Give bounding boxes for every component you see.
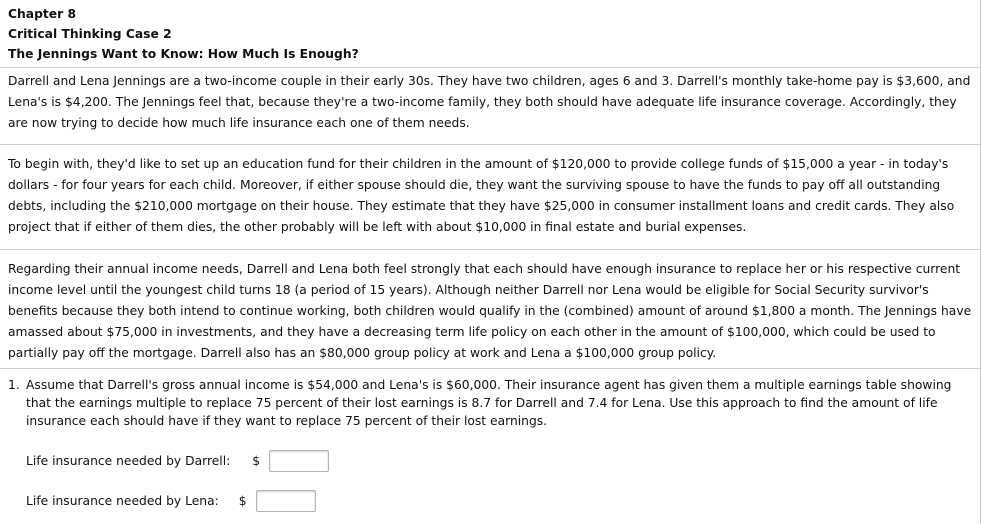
paragraph-divider-2: [0, 249, 980, 250]
answer-label-lena: Life insurance needed by Lena:: [26, 494, 219, 508]
lena-insurance-input[interactable]: [256, 490, 316, 512]
chapter-heading: Chapter 8: [8, 7, 76, 21]
paragraph-intro: Darrell and Lena Jennings are a two-income couple in their early 30s. They have two children, ages 6 and 3. Darrell's monthly take-home pay is $3,600, and Lena's is $4,200. The Jennings feel that, because they're a two-income family, they both should have adequate life insurance coverage. Accordingly, they are now trying to decide how much life insurance each one of them needs.: [8, 74, 971, 130]
case-heading: Critical Thinking Case 2: [8, 27, 172, 41]
paragraph-income-needs: Regarding their annual income needs, Darrell and Lena both feel strongly that each should have enough insurance to replace her or his respective current income level until the youngest child turns 18 (a period of 15 years). Although neither Darrell nor Lena would be eligible for Social Security survivor's benefits because they both intend to continue working, both children would qualify in the (combined) amount of around $1,800 a month. The Jennings have amassed about $75,000 in investments, and they have a decreasing term life policy on each other in the amount of $100,000, which could be used to partially pay off the mortgage. Darrell also has an $80,000 group policy at work and Lena a $100,000 group policy.: [8, 262, 972, 360]
question-number: 1.: [8, 378, 20, 392]
header-divider: [0, 67, 980, 68]
darrell-insurance-input[interactable]: [269, 450, 329, 472]
dollar-sign: $: [238, 494, 247, 508]
answer-label-darrell: Life insurance needed by Darrell:: [26, 454, 231, 468]
case-header: [8, 4, 974, 64]
question-text: Assume that Darrell's gross annual income is $54,000 and Lena's is $60,000. Their insurance agent has given them a multiple earnings table showing that the earnings multiple to replace 75 percent of their lost earnings is 8.7 for Darrell and 7.4 for Lena. Use this approach to find the amount of life insurance each should have if they want to replace 75 percent of their lost earnings.: [26, 378, 952, 428]
answer-row-darrell: [26, 449, 329, 473]
dollar-sign: $: [252, 454, 261, 468]
paragraph-divider-1: [0, 144, 980, 145]
case-title: The Jennings Want to Know: How Much Is Enough?: [8, 47, 359, 61]
answer-row-lena: [26, 489, 316, 513]
paragraph-divider-3: [0, 368, 980, 369]
question-1: [8, 376, 968, 430]
paragraph-education-debts: To begin with, they'd like to set up an education fund for their children in the amount of $120,000 to provide college funds of $15,000 a year - in today's dollars - for four years for each child. Moreover, if either spouse should die, they want the surviving spouse to have the funds to pay off all outstanding debts, including the $210,000 mortgage on their house. They estimate that they have $25,000 in consumer installment loans and credit cards. They also project that if either of them dies, the other probably will be left with about $10,000 in final estate and burial expenses.: [8, 157, 955, 234]
